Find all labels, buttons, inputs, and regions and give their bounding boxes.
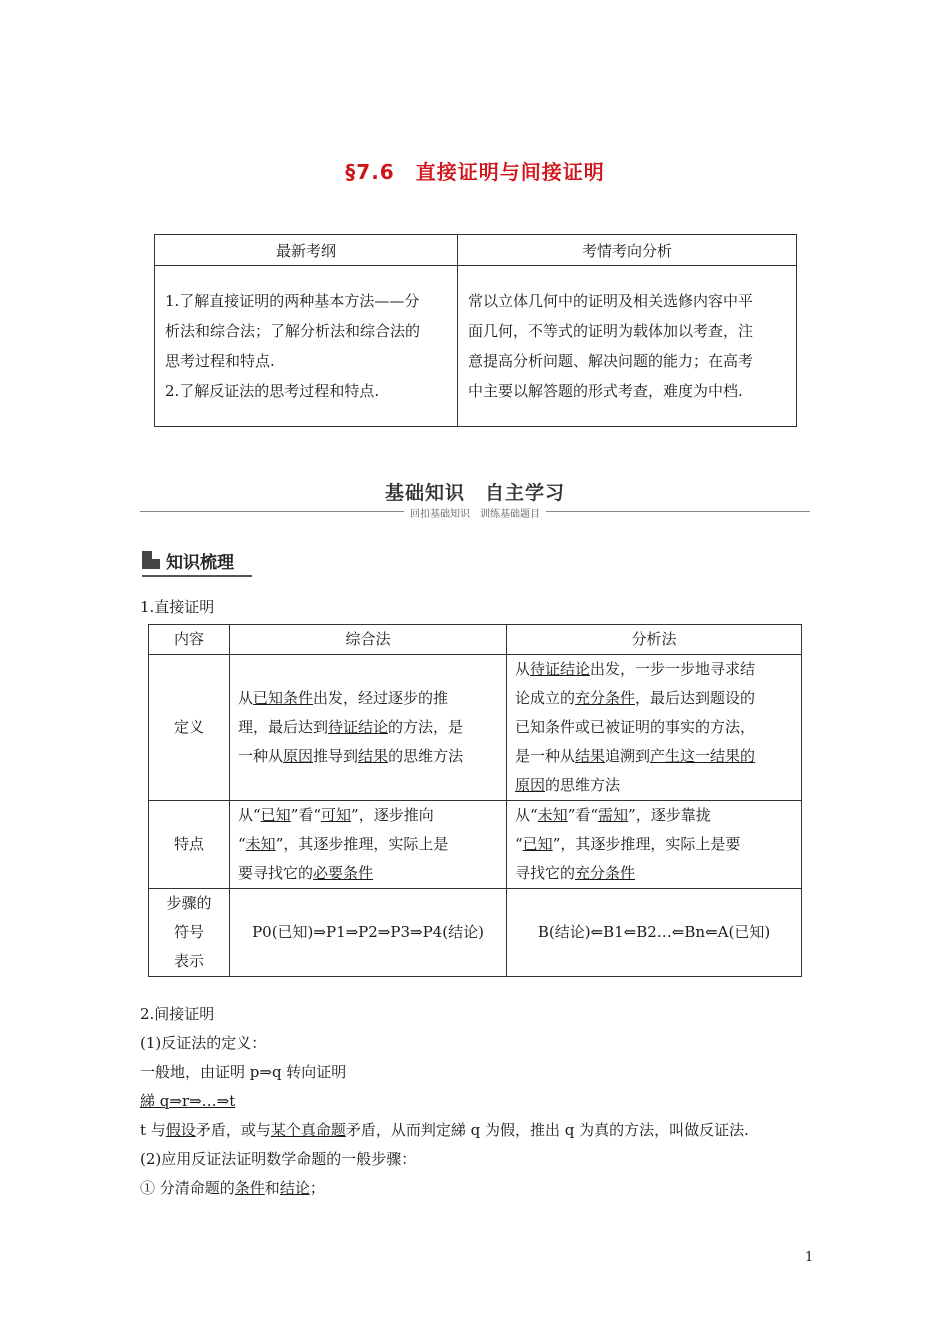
text-fragment: 的思维方法: [545, 776, 621, 794]
text-fragment: 从“: [238, 806, 261, 824]
synthesis-steps-cell: P0(已知)⇒P1⇒P2⇒P3⇒P4(结论): [230, 889, 507, 977]
underlined-answer: 未知: [537, 806, 568, 824]
text-fragment: 一种从: [238, 747, 284, 765]
text-fragment: 从: [238, 689, 254, 707]
text-fragment: ”看“: [567, 806, 599, 824]
page-number: 1: [805, 1250, 814, 1265]
analysis-definition-cell: [507, 655, 802, 801]
underlined-answer: 待证结论: [530, 660, 591, 678]
general-steps-heading: (2)应用反证法证明数学命题的一般步骤：: [140, 1150, 417, 1168]
synthesis-definition-cell: [230, 655, 507, 801]
indirect-proof-heading: 2.间接证明: [140, 1005, 215, 1023]
underlined-answer: 可知: [321, 806, 352, 824]
text-fragment: 是一种从: [515, 747, 576, 765]
section-square-icon-notch: [152, 551, 160, 559]
row-label-definition: 定义: [149, 655, 230, 801]
section-header-label: 知识梳理: [166, 553, 234, 573]
direct-proof-table: [148, 624, 802, 977]
row-label-line: 符号: [173, 923, 204, 941]
underlined-answer: 某个真命题: [270, 1121, 346, 1139]
underlined-answer: 原因: [283, 747, 314, 765]
banner-subtitle-wrap: [0, 505, 950, 520]
underlined-answer: 产生这一结果的: [650, 747, 756, 765]
underlined-answer: 已知条件: [253, 689, 314, 707]
underlined-answer: 充分条件: [575, 689, 636, 707]
text-fragment: 的方法，是: [388, 718, 464, 736]
text-fragment: 论成立的: [515, 689, 576, 707]
syllabus-table: [154, 234, 797, 427]
text-fragment: ”看“: [290, 806, 322, 824]
text-fragment: 推导到: [313, 747, 359, 765]
direct-proof-heading: 1.直接证明: [140, 598, 215, 616]
text-fragment: “: [515, 835, 523, 853]
col-header-analysis: 分析法: [507, 625, 802, 655]
text-fragment: 理，最后达到: [238, 718, 329, 736]
underlined-answer: 原因: [515, 776, 546, 794]
text-fragment: 已知条件或已被证明的事实的方法，: [515, 718, 756, 736]
row-label-steps: [149, 889, 230, 977]
syllabus-right-line: 意提高分析问题、解决问题的能力；在高考: [468, 352, 754, 370]
page-title: §7.6 直接证明与间接证明: [345, 160, 605, 184]
underlined-answer: 待证结论: [328, 718, 389, 736]
text-fragment: 从: [515, 660, 531, 678]
text-fragment: ”，逐步推向: [351, 806, 434, 824]
text-fragment: 矛盾，或与: [195, 1121, 271, 1139]
text-fragment: 出发，一步一步地寻求结: [590, 660, 756, 678]
text-fragment: ① 分清命题的: [140, 1179, 235, 1197]
underlined-answer: 未知: [245, 835, 276, 853]
text-fragment: 的思维方法: [388, 747, 464, 765]
underlined-answer: 需知: [598, 806, 629, 824]
text-fragment: 矛盾，从而判定綈 q 为假，推出 q 为真的方法，叫做反证法.: [345, 1121, 749, 1139]
underlined-answer: 必要条件: [313, 864, 374, 882]
syllabus-left-line: 1.了解直接证明的两种基本方法——分: [165, 292, 420, 310]
underlined-formula: 綈 q⇒r⇒…⇒t: [140, 1092, 236, 1110]
text-fragment: ”，逐步靠拢: [628, 806, 711, 824]
synthesis-features-cell: [230, 801, 507, 889]
banner-title: 基础知识 自主学习: [384, 482, 565, 504]
syllabus-left-line: 析法和综合法；了解分析法和综合法的: [165, 322, 421, 340]
syllabus-left-line: 2.了解反证法的思考过程和特点.: [165, 382, 380, 400]
text-fragment: ”，其逐步推理，实际上是要: [552, 835, 741, 853]
text-fragment: 寻找它的: [515, 864, 576, 882]
analysis-steps-cell: B(结论)⇐B1⇐B2…⇐Bn⇐A(已知): [507, 889, 802, 977]
syllabus-header-left: 最新考纲: [155, 235, 458, 266]
underlined-answer: 充分条件: [575, 864, 636, 882]
text-fragment: ，最后达到题设的: [635, 689, 756, 707]
section-header: [142, 547, 252, 577]
contradiction-definition-heading: (1)反证法的定义：: [140, 1034, 267, 1052]
syllabus-right-line: 面几何，不等式的证明为载体加以考查，注: [468, 322, 754, 340]
col-header-synthesis: 综合法: [230, 625, 507, 655]
col-header-content: 内容: [149, 625, 230, 655]
text-fragment: 要寻找它的: [238, 864, 314, 882]
syllabus-right-cell: [458, 266, 797, 427]
row-label-features: 特点: [149, 801, 230, 889]
text-fragment: “: [238, 835, 246, 853]
definition-line-2: [140, 1090, 235, 1111]
underlined-answer: 结果: [575, 747, 606, 765]
underlined-answer: 假设: [165, 1121, 196, 1139]
text-fragment: 追溯到: [605, 747, 651, 765]
text-fragment: 和: [264, 1179, 280, 1197]
syllabus-right-line: 常以立体几何中的证明及相关选修内容中平: [468, 292, 754, 310]
text-fragment: t 与: [140, 1121, 166, 1139]
underlined-answer: 已知: [260, 806, 291, 824]
text-fragment: ；: [309, 1179, 325, 1197]
syllabus-right-line: 中主要以解答题的形式考查，难度为中档.: [468, 382, 743, 400]
text-fragment: 出发，经过逐步的推: [313, 689, 449, 707]
underlined-answer: 结果: [358, 747, 389, 765]
text-fragment: ”，其逐步推理，实际上是: [275, 835, 449, 853]
definition-line-3: [140, 1119, 749, 1140]
text-fragment: 从“: [515, 806, 538, 824]
row-label-line: 步骤的: [166, 894, 212, 912]
underlined-answer: 结论: [279, 1179, 310, 1197]
underlined-answer: 已知: [522, 835, 553, 853]
banner-subtitle: 回扣基础知识 训练基础题目: [404, 509, 546, 520]
analysis-features-cell: [507, 801, 802, 889]
underlined-answer: 条件: [234, 1179, 265, 1197]
syllabus-left-cell: [155, 266, 458, 427]
syllabus-header-right: 考情考向分析: [458, 235, 797, 266]
row-label-line: 表示: [173, 952, 204, 970]
step-1: [140, 1177, 325, 1198]
definition-line-1: 一般地，由证明 p⇒q 转向证明: [140, 1063, 347, 1081]
syllabus-left-line: 思考过程和特点.: [165, 352, 275, 370]
